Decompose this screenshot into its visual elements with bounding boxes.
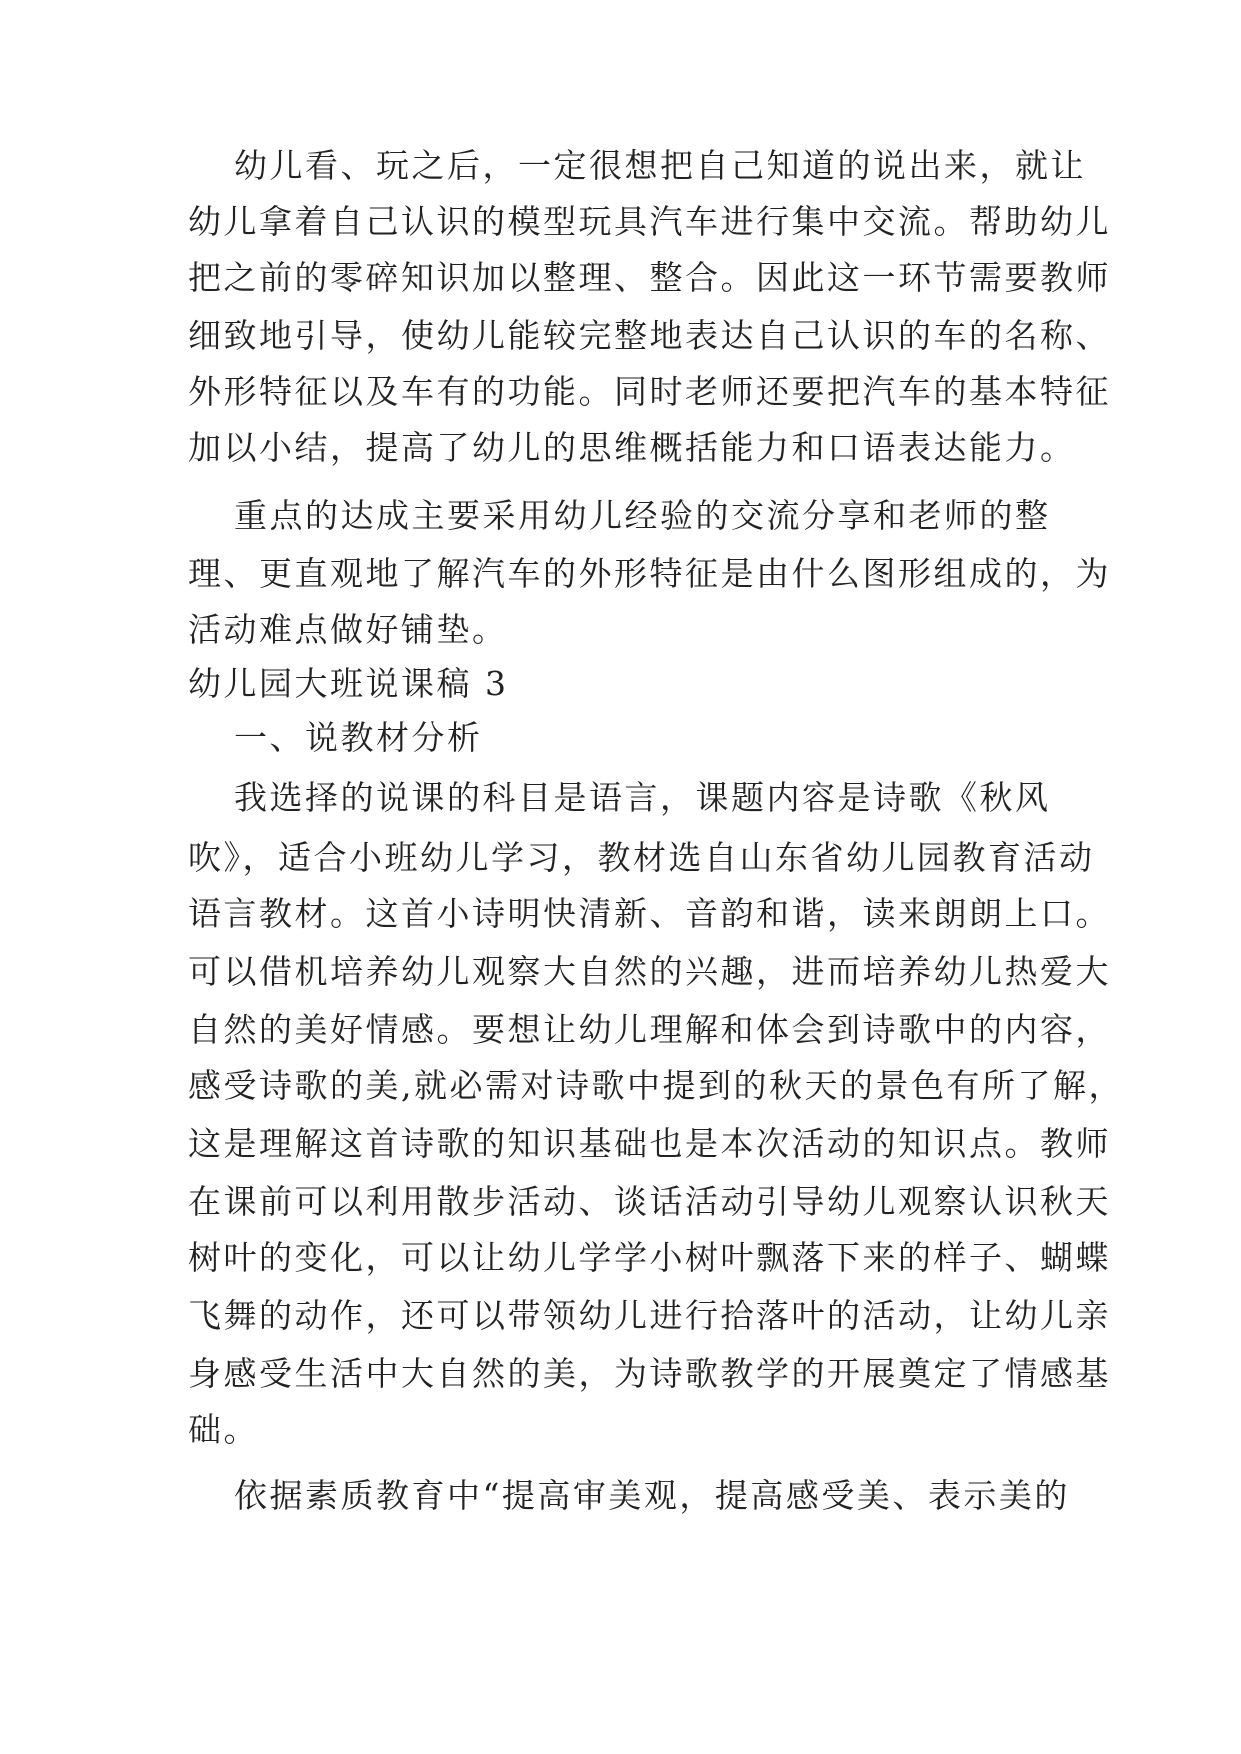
paragraph-3-line-2: 吹》，适合小班幼儿学习，教材选自山东省幼儿园教育活动 <box>188 838 1095 877</box>
paragraph-3-line-9: 树叶的变化，可以让幼儿学学小树叶飘落下来的样子、蝴蝶 <box>188 1238 1111 1277</box>
paragraph-2-line-1: 重点的达成主要采用幼儿经验的交流分享和老师的整 <box>234 496 1051 535</box>
paragraph-2-line-3: 活动难点做好铺垫。 <box>188 610 508 649</box>
paragraph-3-line-1: 我选择的说课的科目是语言，课题内容是诗歌《秋风 <box>234 778 1051 817</box>
paragraph-2-line-2: 理、更直观地了解汽车的外形特征是由什么图形组成的，为 <box>188 554 1111 593</box>
paragraph-3-line-6: 感受诗歌的美,就必需对诗歌中提到的秋天的景色有所了解， <box>188 1066 1124 1105</box>
paragraph-3-line-8: 在课前可以利用散步活动、谈话活动引导幼儿观察认识秋天 <box>188 1182 1111 1221</box>
section-subheading: 一、说教材分析 <box>234 718 483 757</box>
paragraph-3-line-4: 可以借机培养幼儿观察大自然的兴趣，进而培养幼儿热爱大 <box>188 952 1111 991</box>
paragraph-1-line-5: 外形特征以及车有的功能。同时老师还要把汽车的基本特征 <box>188 372 1111 411</box>
paragraph-3-line-10: 飞舞的动作，还可以带领幼儿进行拾落叶的活动，让幼儿亲 <box>188 1296 1111 1335</box>
paragraph-4-line-1: 依据素质教育中“提高审美观，提高感受美、表示美的 <box>234 1476 1070 1515</box>
paragraph-1-line-3: 把之前的零碎知识加以整理、整合。因此这一环节需要教师 <box>188 258 1111 297</box>
section-heading: 幼儿园大班说课稿 3 <box>188 664 509 703</box>
paragraph-1-line-4: 细致地引导，使幼儿能较完整地表达自己认识的车的名称、 <box>188 316 1111 355</box>
paragraph-1-line-1: 幼儿看、玩之后，一定很想把自己知道的说出来，就让 <box>234 146 1086 185</box>
paragraph-3-line-5: 自然的美好情感。要想让幼儿理解和体会到诗歌中的内容， <box>188 1010 1111 1049</box>
paragraph-3-line-11: 身感受生活中大自然的美，为诗歌教学的开展奠定了情感基 <box>188 1354 1111 1393</box>
paragraph-3-line-12: 础。 <box>188 1410 259 1449</box>
paragraph-3-line-3: 语言教材。这首小诗明快清新、音韵和谐，读来朗朗上口。 <box>188 894 1111 933</box>
paragraph-1-line-6: 加以小结，提高了幼儿的思维概括能力和口语表达能力。 <box>188 428 1076 467</box>
paragraph-3-line-7: 这是理解这首诗歌的知识基础也是本次活动的知识点。教师 <box>188 1124 1111 1163</box>
paragraph-1-line-2: 幼儿拿着自己认识的模型玩具汽车进行集中交流。帮助幼儿 <box>188 202 1111 241</box>
